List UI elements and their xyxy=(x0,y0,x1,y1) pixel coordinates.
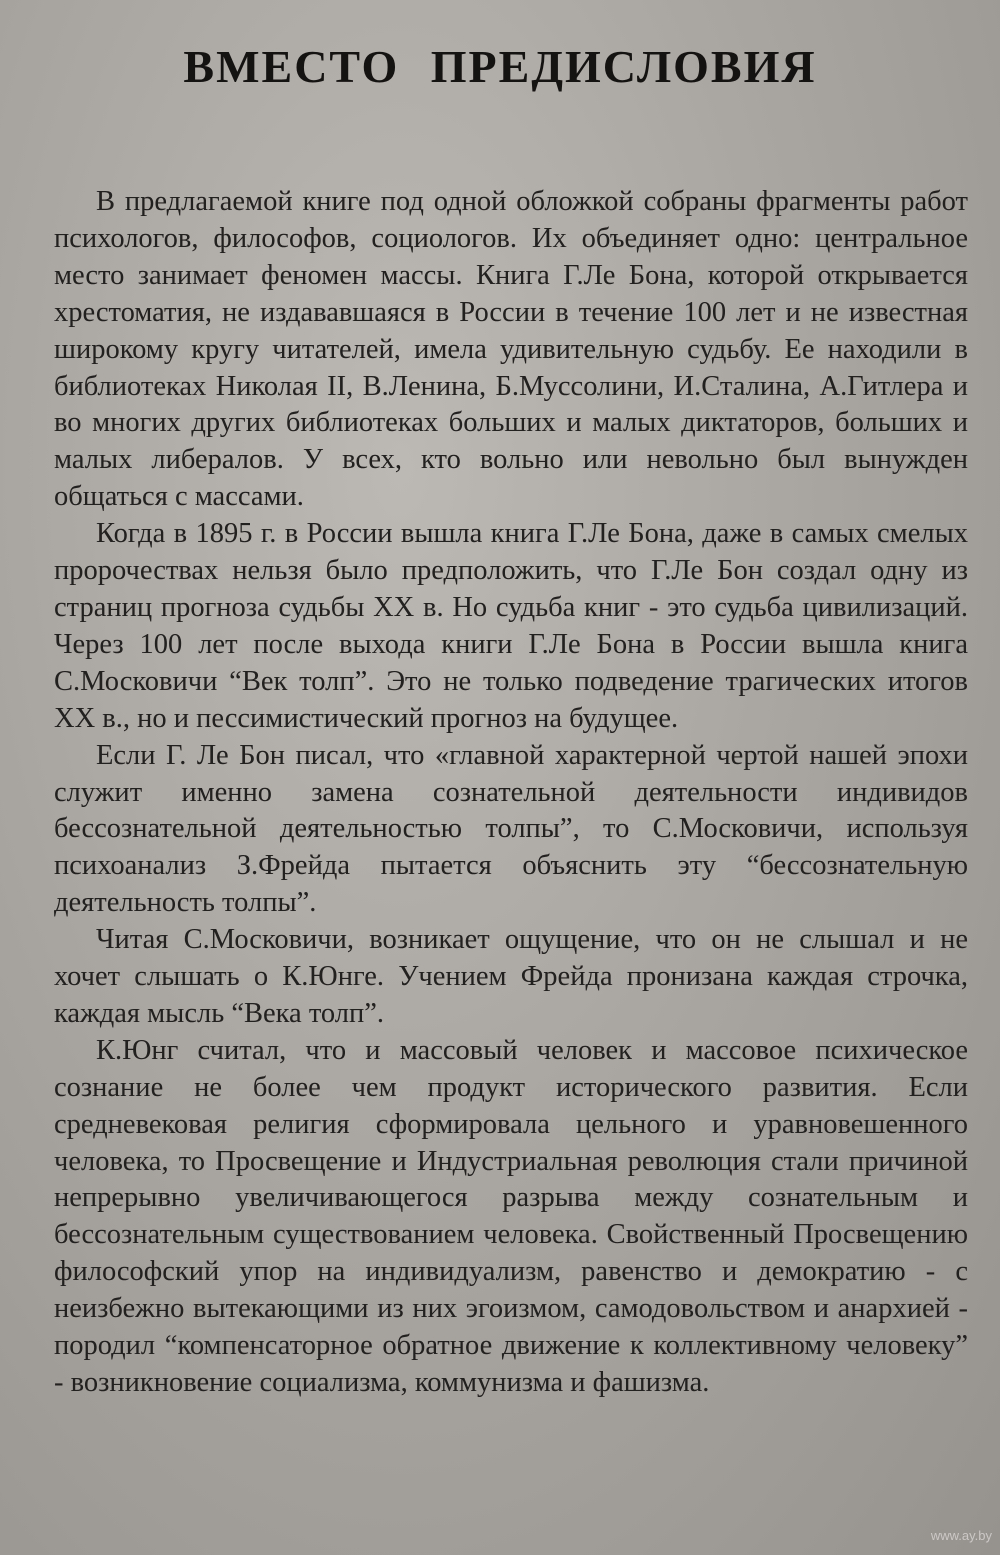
paragraph-3: Если Г. Ле Бон писал, что «главной характерной чертой нашей эпохи служит именно замена сознательной деятельности индивидов бессознательной деятельностью толпы”, то С.Московичи, используя психоанализ З.Фрейда пытается объяснить эту “бессознательную деятельность толпы”. xyxy=(54,739,968,919)
paragraph-2: Когда в 1895 г. в России вышла книга Г.Ле Бона, даже в самых смелых пророчествах нельзя было предположить, что Г.Ле Бон создал одну из страниц прогноза судьбы XX в. Но судьба книг - это судьба цивилизаций. Через 100 лет после выхода книги Г.Ле Бона в России вышла книга С.Московичи “Век толп”. Это не только подведение трагических итогов XX в., но и пессимистический прогноз на будущее. xyxy=(54,518,968,734)
body-text xyxy=(54,184,968,1402)
paragraph-1: В предлагаемой книге под одной обложкой собраны фрагменты работ психологов, философов, социологов. Их объединяет одно: центральное место занимает феномен массы. Книга Г.Ле Бона, которой открывается хрестоматия, не издававшаяся в России в течение 100 лет и не известная широкому кругу читателей, имела удивительную судьбу. Ее находили в библиотеках Николая II, В.Ленина, Б.Муссолини, И.Сталина, А.Гитлера и во многих других библиотеках больших и малых диктаторов, больших и малых либералов. У всех, кто вольно или невольно был вынужден общаться с массами. xyxy=(54,186,968,513)
paragraph-4: Читая С.Московичи, возникает ощущение, что он не слышал и не хочет слышать о К.Юнге. Учением Фрейда пронизана каждая строчка, каждая мысль “Века толп”. xyxy=(54,924,968,1029)
watermark: www.ay.by xyxy=(930,1528,992,1543)
paragraph-5: К.Юнг считал, что и массовый человек и массовое психическое сознание не более чем продукт исторического развития. Если средневековая религия сформировала цельного и уравновешенного человека, то Просвещение и Индустриальная революция стали причиной непрерывно увеличивающегося разрыва между сознательным и бессознательным существованием человека. Свойственный Просвещению философский упор на индивидуализм, равенство и демократию - с неизбежно вытекающими из них эгоизмом, самодовольством и анархией - породил “компенсаторное обратное движение к коллективному человеку” - возникновение социализма, коммунизма и фашизма. xyxy=(54,1034,968,1398)
chapter-title: ВМЕСТО ПРЕДИСЛОВИЯ xyxy=(183,41,817,92)
